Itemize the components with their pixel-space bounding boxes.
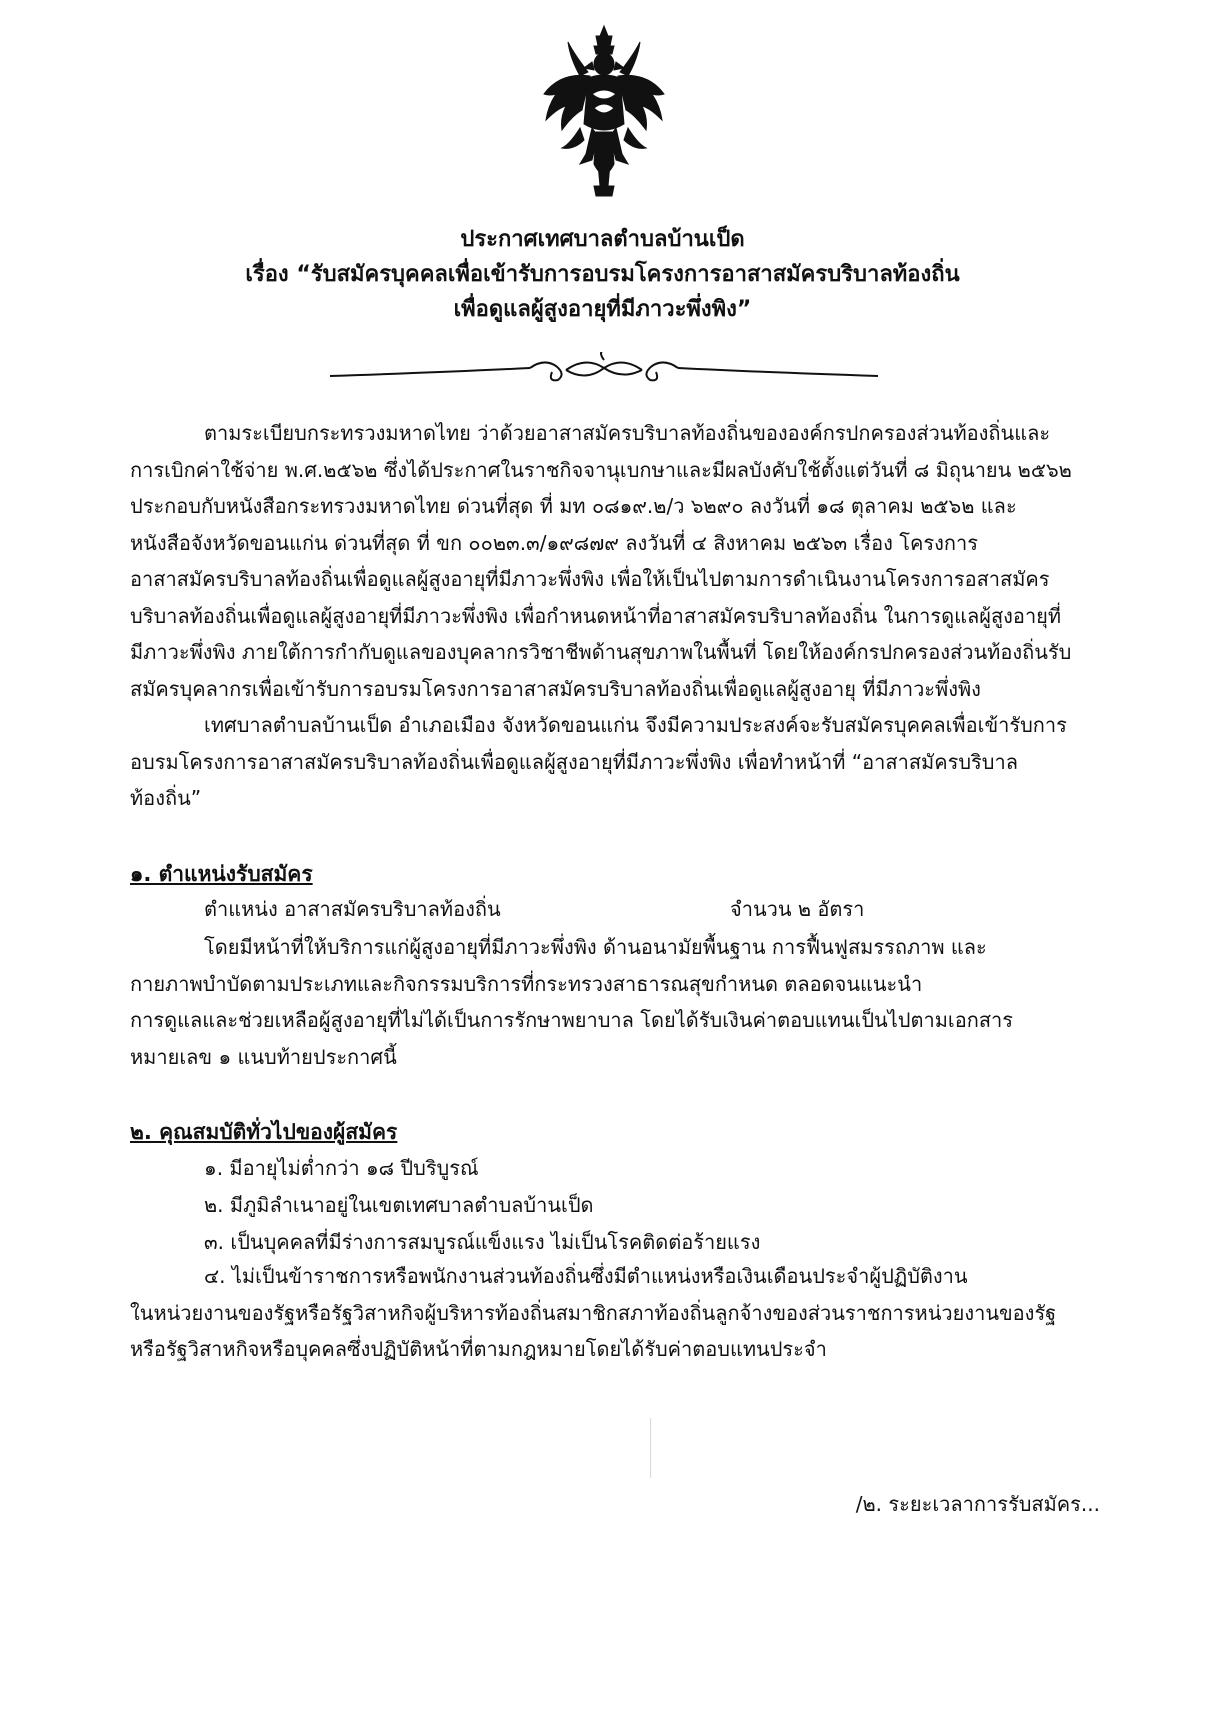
- qualification-item: ๒. มีภูมิลำเนาอยู่ในเขตเทศบาลตำบลบ้านเป็ด: [204, 1193, 594, 1217]
- intro-p1-line: ประกอบกับหนังสือกระทรวงมหาดไทย ด่วนที่สุด ที่ มท ๐๘๑๙.๒/ว ๖๒๙๐ ลงวันที่ ๑๘ ตุลาคม ๒๕๖๒ และ: [130, 494, 1017, 518]
- intro-p2-line: อบรมโครงการอาสาสมัครบริบาลท้องถิ่นเพื่อดูแลผู้สูงอายุที่มีภาวะพึ่งพิง เพื่อทำหน้าที่ “อาสาสมัครบริบาล: [130, 749, 1018, 774]
- duty-line: การดูแลและช่วยเหลือผู้สูงอายุที่ไม่ได้เป็นการรักษาพยาบาล โดยได้รับเงินค่าตอบแทนเป็นไปตามเอกสาร: [130, 1008, 1014, 1032]
- intro-p2-line: เทศบาลตำบลบ้านเป็ด อำเภอเมือง จังหวัดขอนแก่น จึงมีความประสงค์จะรับสมัครบุคคลเพื่อเข้ารับการ: [204, 713, 1067, 737]
- position-title: ตำแหน่ง อาสาสมัครบริบาลท้องถิ่น: [204, 897, 501, 921]
- announcement-subject-line-1: เรื่อง “รับสมัครบุคคลเพื่อเข้ารับการอบรมโครงการอาสาสมัครบริบาลท้องถิ่น: [245, 262, 960, 287]
- intro-p1-line: หนังสือจังหวัดขอนแก่น ด่วนที่สุด ที่ ขก ๐๐๒๓.๓/๑๙๘๗๙ ลงวันที่ ๔ สิงหาคม ๒๕๖๓ เรื่อง โครงการ: [130, 530, 979, 555]
- announcement-title-block: [130, 222, 1075, 327]
- section-2-heading: ๒. คุณสมบัติทั่วไปของผู้สมัคร: [130, 1120, 398, 1144]
- qualification-item-4-line: ในหน่วยงานของรัฐหรือรัฐวิสาหกิจผู้บริหารท้องถิ่นสมาชิกสภาท้องถิ่นลูกจ้างของส่วนราชการหน่วยงานของรัฐ: [130, 1300, 1057, 1325]
- qualification-item: ๓. เป็นบุคคลที่มีร่างการสมบูรณ์แข็งแรง ไม่เป็นโรคติดต่อร้ายแรง: [204, 1230, 761, 1254]
- intro-paragraph-2: [130, 707, 1095, 817]
- intro-p2-line: ท้องถิ่น”: [130, 786, 202, 810]
- intro-p1-line: บริบาลท้องถิ่นเพื่อดูแลผู้สูงอายุที่มีภาวะพึ่งพิง เพื่อกำหนดหน้าที่อาสาสมัครบริบาลท้องถิ่น ในการดูแลผู้สูงอายุที่: [130, 603, 1062, 628]
- section-1-heading: ๑. ตำแหน่งรับสมัคร: [130, 862, 313, 886]
- qualification-item: ๑. มีอายุไม่ต่ำกว่า ๑๘ ปีบริบูรณ์: [204, 1156, 479, 1180]
- ornamental-divider: [330, 352, 878, 388]
- qualification-item-4-line: ๔. ไม่เป็นข้าราชการหรือพนักงานส่วนท้องถิ่นซึ่งมีตำแหน่งหรือเงินเดือนประจำผู้ปฏิบัติงาน: [204, 1264, 968, 1288]
- position-row: [204, 893, 1084, 925]
- garuda-emblem-icon: [540, 24, 668, 199]
- intro-p1-line: การเบิกค่าใช้จ่าย พ.ศ.๒๕๖๒ ซึ่งได้ประกาศในราชกิจจานุเบกษาและมีผลบังคับใช้ตั้งแต่วันที่ ๘ มิถุนายน ๒๕๖๒: [130, 457, 1072, 482]
- scan-artifact: [650, 1418, 651, 1478]
- intro-p1-line: มีภาวะพึ่งพิง ภายใต้การกำกับดูแลของบุคลากรวิชาชีพด้านสุขภาพในพื้นที่ โดยให้องค์กรปกครองส่วนท้องถิ่นรับ: [130, 640, 1072, 664]
- announcement-title: ประกาศเทศบาลตำบลบ้านเป็ด: [460, 227, 745, 252]
- section-1-duties: [130, 929, 1095, 1075]
- announcement-subject-line-2: เพื่อดูแลผู้สูงอายุที่มีภาวะพึ่งพิง”: [453, 297, 752, 322]
- continuation-note: /๒. ระยะเวลาการรับสมัคร...: [855, 1492, 1100, 1516]
- intro-p1-line: สมัครบุคลากรเพื่อเข้ารับการอบรมโครงการอาสาสมัครบริบาลท้องถิ่นเพื่อดูแลผู้สูงอายุ ที่มีภาวะพึ่งพิง: [130, 676, 981, 701]
- intro-paragraph-1: [130, 415, 1095, 707]
- duty-line: หมายเลข ๑ แนบท้ายประกาศนี้: [130, 1044, 397, 1069]
- qualification-item-4: [130, 1258, 1095, 1368]
- qualification-item-4-line: หรือรัฐวิสาหกิจหรือบุคคลซึ่งปฏิบัติหน้าที่ตามกฎหมายโดยได้รับค่าตอบแทนประจำ: [130, 1337, 827, 1361]
- intro-p1-line: ตามระเบียบกระทรวงมหาดไทย ว่าด้วยอาสาสมัครบริบาลท้องถิ่นขององค์กรปกครองส่วนท้องถิ่นและ: [204, 421, 1051, 445]
- duty-line: กายภาพบำบัดตามประเภทและกิจกรรมบริการที่กระทรวงสาธารณสุขกำหนด ตลอดจนแนะนำ: [130, 971, 923, 996]
- duty-line: โดยมีหน้าที่ให้บริการแก่ผู้สูงอายุที่มีภาวะพึ่งพิง ด้านอนามัยพื้นฐาน การฟื้นฟูสมรรถภาพ และ: [204, 935, 987, 959]
- intro-p1-line: อาสาสมัครบริบาลท้องถิ่นเพื่อดูแลผู้สูงอายุที่มีภาวะพึ่งพิง เพื่อให้เป็นไปตามการดำเนินงานโครงการอสาสมัคร: [130, 567, 1050, 591]
- position-count: จำนวน ๒ อัตรา: [730, 897, 865, 921]
